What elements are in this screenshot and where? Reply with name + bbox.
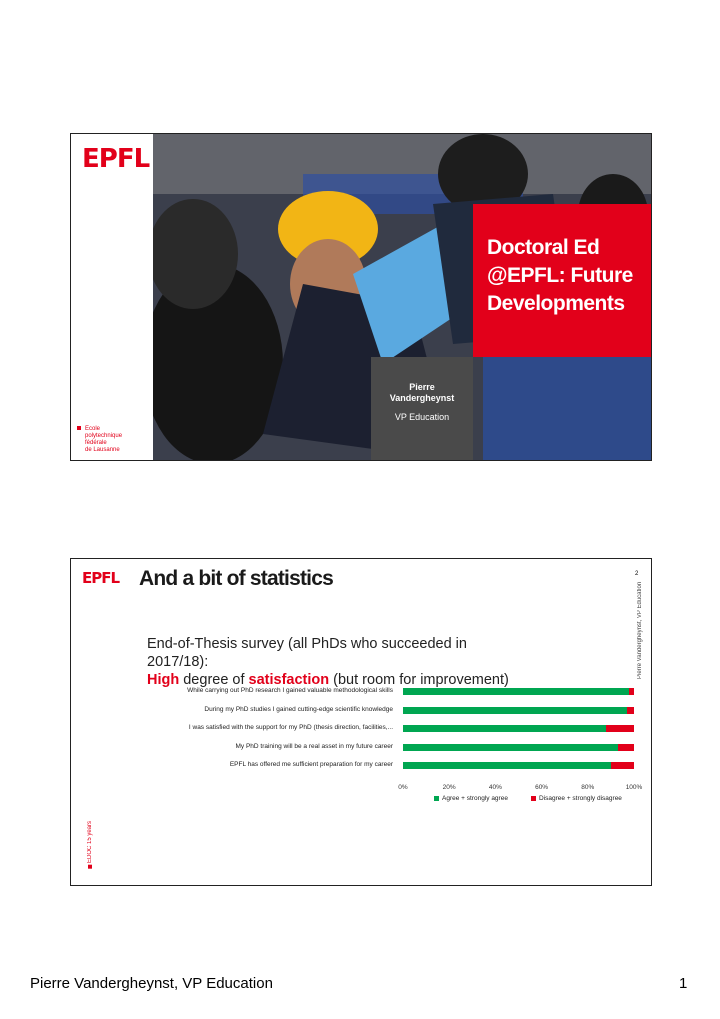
title-slide <box>70 133 652 461</box>
bar-disagree <box>606 725 634 732</box>
bar-disagree <box>629 688 634 695</box>
side-event-text: EDOC 15 years <box>87 821 93 873</box>
highlight-high: High <box>147 672 180 688</box>
x-tick-label: 0% <box>398 784 408 791</box>
legend-swatch <box>434 796 439 801</box>
survey-intro: End-of-Thesis survey (all PhDs who succeeded in 2017/18): High degree of satisfaction (but room for improvement) <box>147 636 509 688</box>
chart-category-label: EPFL has offered me sufficient preparation for my career <box>229 761 393 768</box>
presenter-box <box>371 357 473 460</box>
chart-category-label: During my PhD studies I gained cutting-edge scientific knowledge <box>204 705 393 713</box>
legend-label: Agree + strongly agree <box>442 795 508 802</box>
side-author-text: Pierre Vandergheynst, VP Education <box>637 581 643 679</box>
presenter-name: Pierre Vandergheynst <box>389 382 455 403</box>
x-tick-label: 40% <box>488 784 502 791</box>
slide-title: And a bit of statistics <box>139 567 333 590</box>
x-tick-label: 20% <box>442 784 456 791</box>
slide-title: Doctoral Ed @EPFL: Future Developments <box>487 236 633 315</box>
epfl-small-logo: Ecole polytechnique fédérale de Lausanne <box>77 426 122 454</box>
red-square-icon <box>77 426 81 430</box>
survey-bar-chart <box>71 559 651 885</box>
epfl-logo: EPFL <box>82 144 150 174</box>
title-box <box>473 204 651 357</box>
legend-swatch <box>531 796 536 801</box>
bar-agree <box>403 707 627 714</box>
bar-agree <box>403 725 606 732</box>
epfl-logo: EPFL <box>82 569 120 587</box>
legend-entry <box>434 795 508 802</box>
bar-agree <box>403 744 618 751</box>
x-tick-label: 80% <box>581 784 595 791</box>
bar-disagree <box>627 707 634 714</box>
footer-author: Pierre Vandergheynst, VP Education <box>30 975 273 992</box>
legend-label: Disagree + strongly disagree <box>539 795 622 802</box>
chart-category-label: My PhD training will be a real asset in my future career <box>235 742 393 750</box>
bar-disagree <box>618 744 634 751</box>
x-tick-label: 100% <box>625 784 643 791</box>
chart-category-label: While carrying out PhD research I gained valuable methodological skills <box>187 687 393 694</box>
footer-page-number: 1 <box>679 975 688 992</box>
slide-page-number: 2 <box>635 571 639 577</box>
slide-left-panel <box>71 134 153 460</box>
chart-category-label: I was satisfied with the support for my PhD (thesis direction, facilities,... <box>188 724 393 731</box>
presenter-role: VP Education <box>394 412 450 422</box>
bar-disagree <box>611 762 634 769</box>
legend-entry <box>531 795 622 802</box>
statistics-slide <box>70 558 652 886</box>
bar-agree <box>403 762 611 769</box>
highlight-satisfaction: satisfaction <box>248 672 330 688</box>
bar-agree <box>403 688 629 695</box>
x-tick-label: 60% <box>535 784 549 791</box>
